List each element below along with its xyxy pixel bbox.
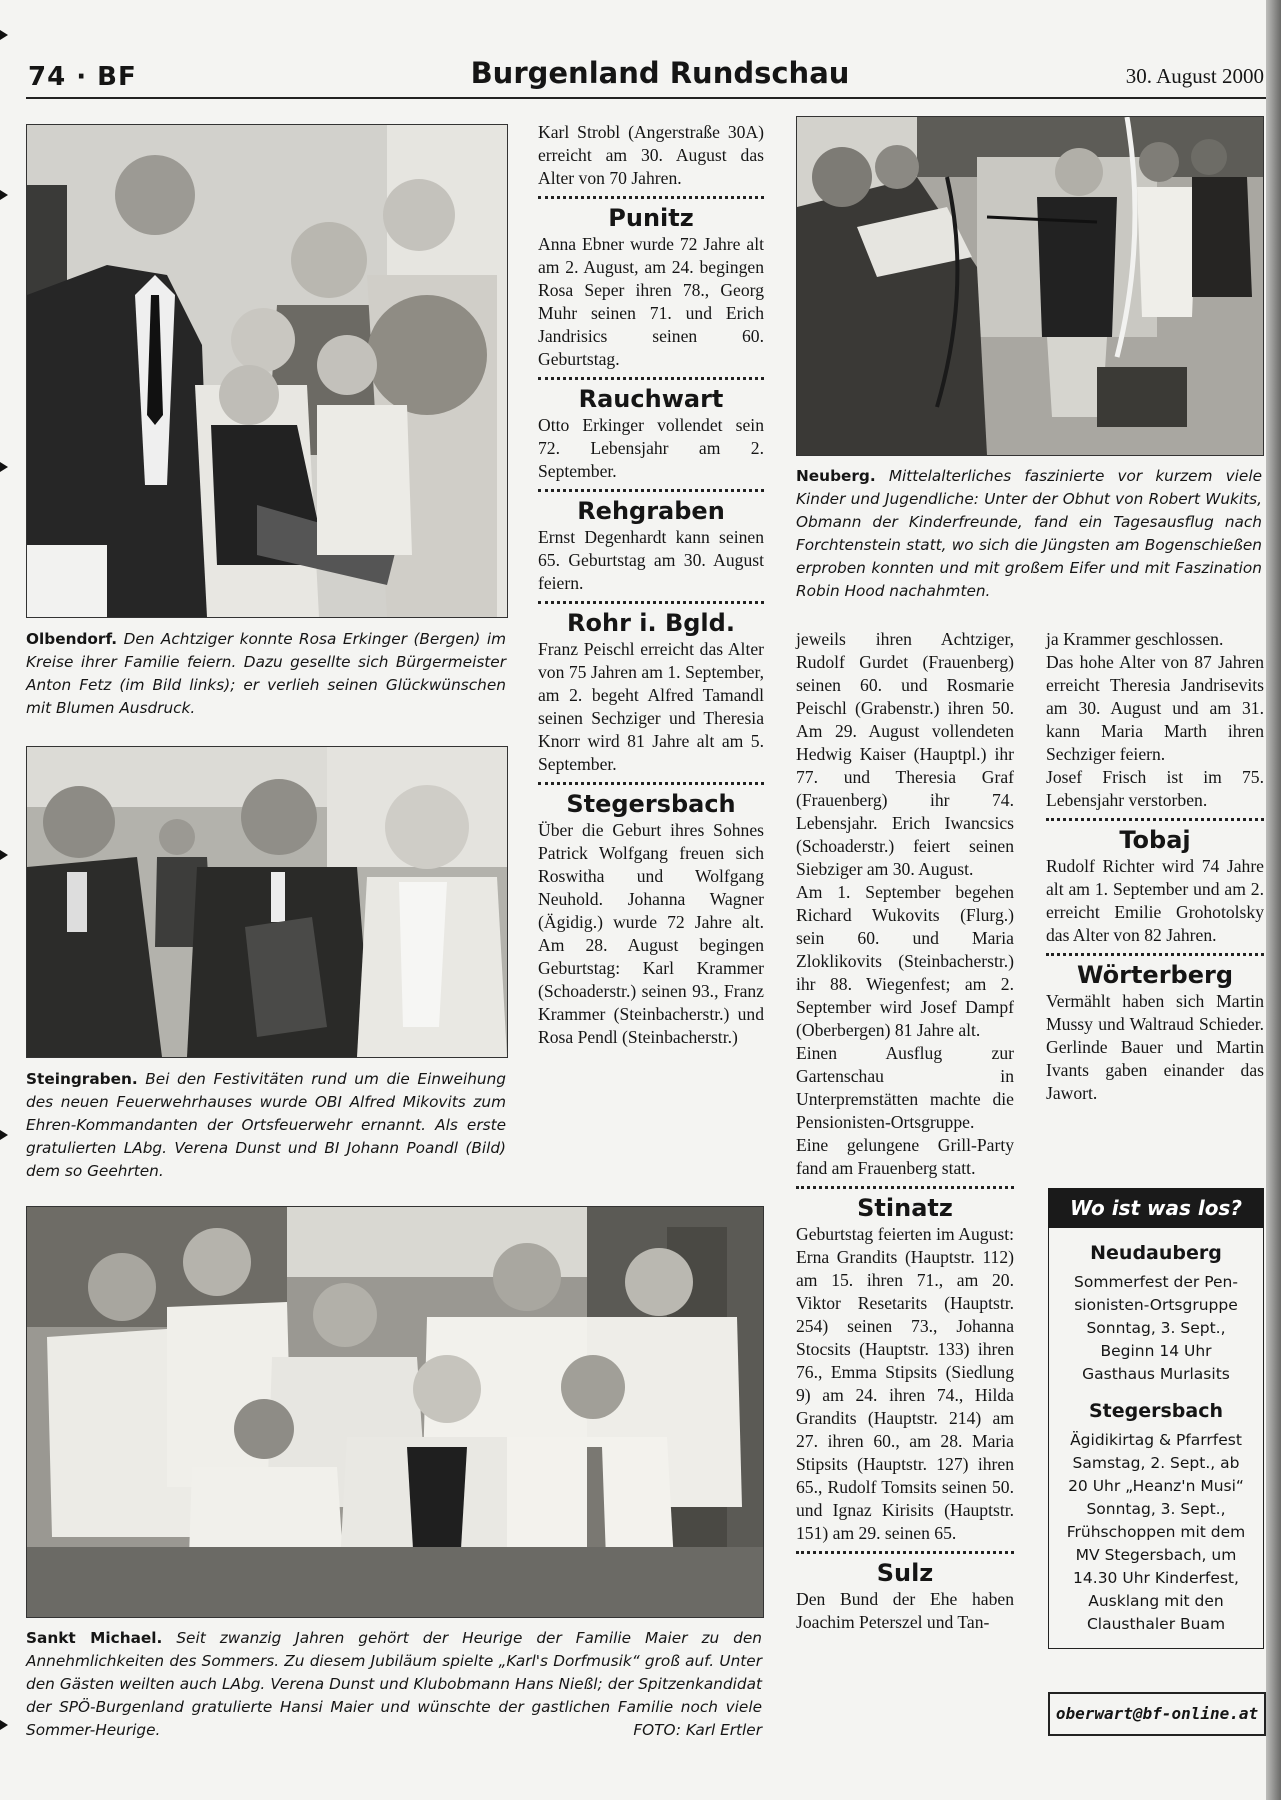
dotted-divider [538,377,764,380]
event-line: Gasthaus Murlasits [1082,1365,1230,1383]
caption-sankt-michael [26,1627,762,1742]
event-line: 20 Uhr „Heanz'n Musi“ [1068,1477,1244,1495]
paragraph: ja Krammer geschlossen. [1046,629,1224,649]
heading-rauchwart: Rauchwart [578,385,724,413]
heading-punitz: Punitz [608,204,694,232]
article-column-middle [538,121,764,1049]
dotted-divider [538,196,764,199]
caption-text: Mittelalterliches faszinierte vor kurzem viele Kinder und Jugendliche: Unter der Obhut von Robert Wukits, Obmann der Kinderfreunde, fand ein Tagesausflug nach Forchtenstein statt, wo sich die Jüngsten am Bogenschießen erproben konnten und mit großem Eifer und mit Faszination Robin Hood nachahmten. [796,467,1262,600]
photo-olbendorf [26,124,508,618]
event-place-heading: Stegersbach [1088,1400,1224,1422]
photo-credit: FOTO: Karl Ertler [633,1721,762,1739]
binding-mark [0,850,8,860]
event-line: MV Stegersbach, um [1075,1546,1237,1564]
dotted-divider [538,782,764,785]
caption-place: Olbendorf. [26,630,118,648]
event-box [1048,1228,1264,1649]
dotted-divider [1046,953,1264,956]
paragraph-stinatz: Geburtstag feierten im August: Erna Grandits (Hauptstr. 112) am 15. ihren 71., am 20. Viktor Resetarits (Hauptstr. 254) seinen 73., Johanna Stocsits (Hauptstr. 133) ihren 76., Emma Stipsits (Siedlung 9) am 24. ihren 74., Hilda Grandits (Hauptstr. 214) am 27. ihren 60., am 28. Maria Stipsits (Hauptstr. 127) ihren 65., Rudolf Tomsits seinen 50. und Ignaz Kirisits (Hauptstr. 151) am 29. seinen 65. [796,1224,1014,1543]
paragraph-punitz: Anna Ebner wurde 72 Jahre alt am 2. August, am 24. begingen Rosa Seper ihren 78., Georg Muhr seinen 71. und Erich Jandrisics seinen 60. Geburtstag. [538,234,764,369]
binding-mark [0,30,8,40]
caption-text: Seit zwanzig Jahren gehört der Heurige der Familie Maier zu den Annehmlichkeiten des Sommers. Zu diesem Jubiläum spielte „Karl's Dorfmusik“ groß auf. Unter den Gästen weilten auch LAbg. Verena Dunst und Klubobmann Hans Nießl; der Spitzenkandidat der SPÖ-Burgenland gratulierte Hansi Maier und wünschte der gastlichen Familie noch viele Sommer-Heurige. [26,1629,762,1739]
event-box-title: Wo ist was los? [1048,1188,1264,1228]
photo-steingraben [26,746,508,1058]
paragraph: Das hohe Alter von 87 Jahren erreicht Theresia Jandrisevits am 30. August und am 31. kann Maria Marth ihren Sechziger feiern. [1046,652,1264,764]
paragraph-stegersbach: Über die Geburt ihres Sohnes Patrick Wolfgang freuen sich Roswitha und Wolfgang Neuhold. Johanna Wagner (Ägidig.) wurde 72 Jahre alt. Am 28. August begingen Geburtstag: Karl Krammer (Schoaderstr.) seinen 93., Franz Krammer (Steinbacherstr.) und Rosa Pendl (Steinbacherstr.) [538,820,764,1047]
caption-text: Den Achtziger konnte Rosa Erkinger (Bergen) im Kreise ihrer Familie feiern. Dazu gesellte sich Bürgermeister Anton Fetz (im Bild links); er verlieh seinen Glückwünschen mit Blumen Ausdruck. [26,630,506,717]
heading-stinatz: Stinatz [857,1194,953,1222]
paragraph: Am 1. September begehen Richard Wukovits (Flurg.) sein 60. und Maria Zloklikovits (Steinbacherstr.) ihr 88. Wiegenfest; am 2. September wird Josef Dampf (Oberbergen) 81 Jahre alt. [796,882,1014,1040]
binding-mark [0,1130,8,1140]
heading-rohr: Rohr i. Bgld. [567,609,735,637]
dotted-divider [538,601,764,604]
paragraph-sulz: Den Bund der Ehe haben Joachim Peterszel und Tan- [796,1589,1014,1632]
event-line: Sonntag, 3. Sept., [1086,1319,1226,1337]
heading-stegersbach: Stegersbach [566,790,736,818]
event-line: Clausthaler Buam [1086,1615,1226,1633]
dotted-divider [796,1551,1014,1554]
header-rule [26,97,1266,99]
event-line: Frühschoppen mit dem [1066,1523,1246,1541]
caption-olbendorf [26,628,506,720]
paragraph-tobaj: Rudolf Richter wird 74 Jahre alt am 1. September und am 2. erreicht Emilie Grohotolsky das Alter von 82 Jahren. [1046,856,1264,945]
event-line: sionisten-Ortsgruppe [1074,1296,1238,1314]
paragraph-woerterberg: Vermählt haben sich Martin Mussy und Waltraud Schieder. Gerlinde Bauer und Martin Ivants gaben einander das Jawort. [1046,991,1264,1103]
heading-rehgraben: Rehgraben [577,497,725,525]
event-line: Samstag, 2. Sept., ab [1072,1454,1240,1472]
event-line: Beginn 14 Uhr [1100,1342,1212,1360]
event-line: Ausklang mit den [1088,1592,1224,1610]
event-place-heading: Neudauberg [1090,1242,1222,1264]
photo-sankt-michael [26,1206,764,1618]
heading-woerterberg: Wörterberg [1077,961,1233,989]
paragraph: Einen Ausflug zur Gartenschau in Unterpremstätten machte die Pensionisten-Ortsgruppe. [796,1043,1014,1132]
article-column-right-b [1046,628,1264,1105]
binding-mark [0,190,8,200]
page-title: Burgenland Rundschau [470,56,850,90]
event-line: Sonntag, 3. Sept., [1086,1500,1226,1518]
dotted-divider [1046,818,1264,821]
paragraph: Josef Frisch ist im 75. Lebensjahr verstorben. [1046,767,1264,810]
paragraph-rehgraben: Ernst Degenhardt kann seinen 65. Geburtstag am 30. August feiern. [538,527,764,593]
binding-mark [0,1720,8,1730]
photo-neuberg [796,116,1264,456]
page-number: 74 · BF [28,62,137,92]
paragraph: jeweils ihren Achtziger, Rudolf Gurdet (Frauenberg) seinen 60. und Rosmarie Peischl (Grabenstr.) ihren 50. Am 29. August vollendeten Hedwig Kaiser (Hauptpl.) ihr 77. und Theresia Graf (Frauenberg) ihr 74. Lebensjahr. Erich Iwancsics (Schoaderstr.) feiert seinen Siebziger am 30. August. [796,629,1014,879]
paragraph-rauchwart: Otto Erkinger vollendet sein 72. Lebensjahr am 2. September. [538,415,764,481]
issue-date: 30. August 2000 [1125,64,1264,88]
dotted-divider [796,1186,1014,1189]
caption-text: Bei den Festivitäten rund um die Einweihung des neuen Feuerwehrhauses wurde OBI Alfred Mikovits zum Ehren-Kommandanten der Ortsfeuerwehr ernannt. Als erste gratulierten LAbg. Verena Dunst und BI Johann Poandl (Bild) dem so Geehrten. [26,1070,506,1180]
paragraph-rohr: Franz Peischl erreicht das Alter von 75 Jahren am 1. September, am 2. begeht Alfred Tamandl seinen Sechziger und Theresia Knorr wird 81 Jahre alt am 5. September. [538,639,764,774]
intro-paragraph: Karl Strobl (Angerstraße 30A) erreicht am 30. August das Alter von 70 Jahren. [538,122,764,188]
caption-neuberg [796,465,1262,603]
heading-sulz: Sulz [876,1559,934,1587]
paragraph: Eine gelungene Grill-Party fand am Frauenberg statt. [796,1135,1014,1178]
event-line: Sommerfest der Pen- [1074,1273,1238,1291]
heading-tobaj: Tobaj [1119,826,1191,854]
caption-place: Steingraben. [26,1070,138,1088]
binding-mark [0,462,8,472]
caption-place: Neuberg. [796,467,876,485]
caption-place: Sankt Michael. [26,1629,163,1647]
caption-steingraben [26,1068,506,1183]
dotted-divider [538,489,764,492]
article-column-right-a [796,628,1014,1634]
event-line: Ägidikirtag & Pfarrfest [1070,1431,1242,1449]
event-line: 14.30 Uhr Kinderfest, [1073,1569,1239,1587]
contact-email[interactable]: oberwart@bf-online.at [1048,1692,1266,1736]
page-edge-shadow [1266,0,1281,1800]
